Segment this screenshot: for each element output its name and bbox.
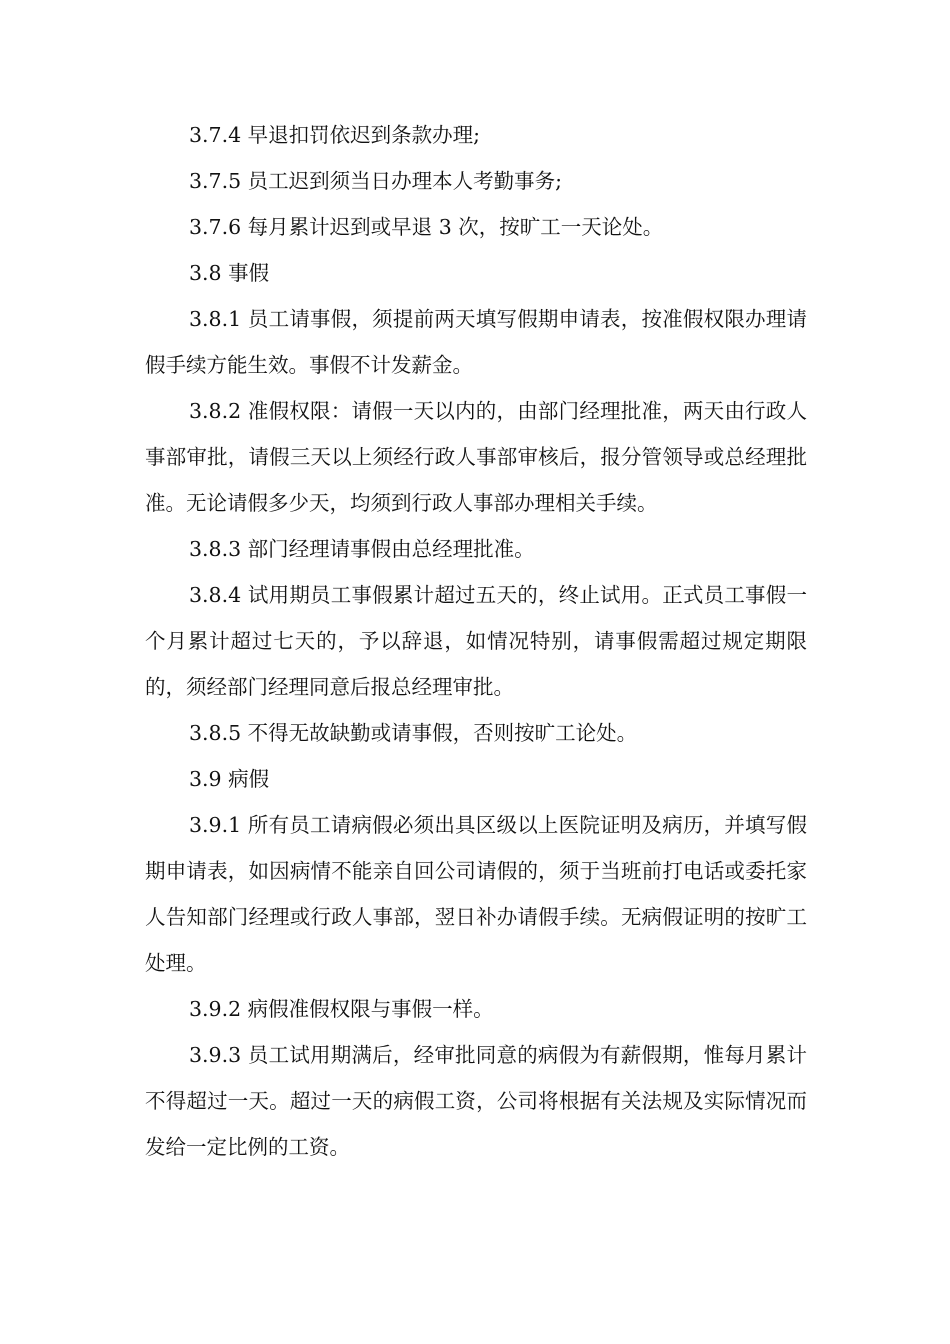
document-body	[145, 112, 807, 1170]
paragraph-3-7-5: 3.7.5 员工迟到须当日办理本人考勤事务;	[189, 169, 563, 193]
paragraph-3-8-1: 3.8.1 员工请事假，须提前两天填写假期申请表，按准假权限办理请假手续方能生效。事假不计发薪金。	[145, 307, 807, 377]
section-heading-3-8: 3.8 事假	[189, 261, 270, 285]
paragraph-3-7-4: 3.7.4 早退扣罚依迟到条款办理;	[189, 123, 481, 147]
paragraph-3-8-2: 3.8.2 准假权限：请假一天以内的，由部门经理批准，两天由行政人事部审批，请假三天以上须经行政人事部审核后，报分管领导或总经理批准。无论请假多少天，均须到行政人事部办理相关手续。	[145, 399, 807, 515]
paragraph-3-9-2: 3.9.2 病假准假权限与事假一样。	[189, 997, 494, 1021]
paragraph-3-8-5: 3.8.5 不得无故缺勤或请事假，否则按旷工论处。	[189, 721, 638, 745]
paragraph-3-7-6: 3.7.6 每月累计迟到或早退 3 次，按旷工一天论处。	[189, 215, 664, 239]
paragraph-3-8-4: 3.8.4 试用期员工事假累计超过五天的，终止试用。正式员工事假一个月累计超过七天的，予以辞退，如情况特别，请事假需超过规定期限的，须经部门经理同意后报总经理审批。	[145, 583, 807, 699]
paragraph-3-9-3: 3.9.3 员工试用期满后，经审批同意的病假为有薪假期，惟每月累计不得超过一天。超过一天的病假工资，公司将根据有关法规及实际情况而发给一定比例的工资。	[145, 1043, 807, 1159]
paragraph-3-8-3: 3.8.3 部门经理请事假由总经理批准。	[189, 537, 535, 561]
paragraph-3-9-1: 3.9.1 所有员工请病假必须出具区级以上医院证明及病历，并填写假期申请表，如因病情不能亲自回公司请假的，须于当班前打电话或委托家人告知部门经理或行政人事部，翌日补办请假手续。无病假证明的按旷工处理。	[145, 813, 807, 975]
section-heading-3-9: 3.9 病假	[189, 767, 270, 791]
